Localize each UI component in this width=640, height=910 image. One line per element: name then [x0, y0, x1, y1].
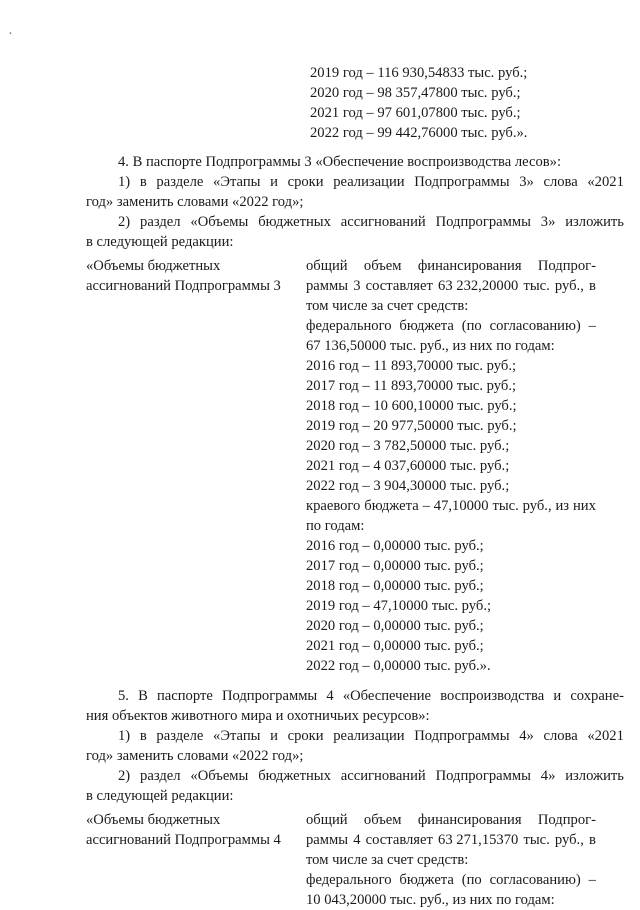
table-4-value-line [306, 870, 596, 890]
word: «2021 [587, 728, 624, 744]
word: федерального [306, 872, 392, 888]
regional-year-line: 2019 год – 47,10000 тыс. руб.; [306, 598, 492, 614]
word: – [422, 498, 430, 514]
scan-mark: · [8, 26, 13, 42]
word: 3» [519, 174, 534, 190]
word: в [139, 728, 147, 744]
word: 1) [118, 174, 131, 190]
word: раммы [306, 832, 349, 848]
word: в [589, 278, 596, 294]
word: «Этапы [213, 728, 261, 744]
word: 47,10000 [433, 498, 489, 514]
regional-year-line: 2016 год – 0,00000 тыс. руб.; [306, 538, 484, 554]
word: 4 [353, 832, 361, 848]
word: и [270, 174, 278, 190]
word: разделе [156, 728, 204, 744]
word: слова [543, 728, 578, 744]
word: «Обеспечение [342, 688, 432, 704]
word: Подпрограммы [435, 768, 531, 784]
word: 2) [118, 768, 131, 784]
word: тыс. [523, 832, 550, 848]
section-4-item-1-cont: год» заменить словами «2022 год»; [86, 194, 304, 210]
word: Подпрограммы [414, 174, 510, 190]
section-4-item-1 [118, 172, 624, 192]
word: бюджета [364, 498, 419, 514]
word: них [572, 498, 596, 514]
word: тыс. [523, 278, 550, 294]
word: бюджетных [258, 214, 331, 230]
word: общий [306, 258, 348, 274]
word: 3» [540, 214, 556, 230]
word: 63 271,15370 [438, 832, 519, 848]
section-5-item-2-cont: в следующей редакции: [86, 788, 234, 804]
word: воспроизводства [440, 688, 545, 704]
word: из [555, 498, 570, 514]
word: ассигнований [340, 768, 426, 784]
top-year-line: 2019 год – 116 930,54833 тыс. руб.; [310, 65, 528, 81]
table-4-label: «Объемы бюджетных [86, 812, 221, 828]
word: разделе [156, 174, 204, 190]
word: общий [306, 812, 348, 828]
federal-year-line: 2016 год – 11 893,70000 тыс. руб.; [306, 358, 517, 374]
word: 1) [118, 728, 131, 744]
table-4-value-line: 10 043,20000 тыс. руб., из них по годам: [306, 892, 555, 908]
word: 5. [118, 688, 129, 704]
word: объем [363, 812, 402, 828]
word: 4 [326, 688, 334, 704]
word: слова [543, 174, 578, 190]
section-5-item-1-cont: год» заменить словами «2022 год»; [86, 748, 304, 764]
federal-year-line: 2021 год – 4 037,60000 тыс. руб.; [306, 458, 510, 474]
word: 63 232,20000 [438, 278, 519, 294]
regional-year-line: 2022 год – 0,00000 тыс. руб.». [306, 658, 491, 674]
table-4-label: ассигнований Подпрограммы 4 [86, 832, 281, 848]
word: и [270, 728, 278, 744]
word: (по [461, 872, 482, 888]
word: тыс. [492, 498, 519, 514]
section-5-item-1 [118, 726, 624, 746]
section-4-item-2 [118, 212, 624, 232]
word: «2021 [587, 174, 624, 190]
word: составляет [365, 278, 433, 294]
word: «Объемы [190, 768, 249, 784]
word: руб., [554, 832, 584, 848]
word: 2) [118, 214, 131, 230]
word: и [553, 688, 562, 704]
word: краевого [306, 498, 361, 514]
word: Подпрограммы [414, 728, 510, 744]
section-5-heading-cont: ния объектов животного мира и охотничьих ресурсов»: [86, 708, 430, 724]
word: паспорте [156, 688, 213, 704]
top-year-line: 2022 год – 99 442,76000 тыс. руб.». [310, 125, 528, 141]
regional-year-line: 2021 год – 0,00000 тыс. руб.; [306, 638, 484, 654]
table-3-label: ассигнований Подпрограммы 3 [86, 278, 281, 294]
federal-year-line: 2017 год – 11 893,70000 тыс. руб.; [306, 378, 517, 394]
table-3-value-line [306, 276, 596, 296]
word: раздел [140, 768, 181, 784]
word: (по [461, 318, 482, 334]
federal-year-line: 2018 год – 10 600,10000 тыс. руб.; [306, 398, 517, 414]
word: сроки [287, 728, 324, 744]
word: финансирования [417, 812, 522, 828]
word: – [588, 318, 596, 334]
word: согласованию) [489, 318, 581, 334]
word: 3 [353, 278, 361, 294]
federal-year-line: 2020 год – 3 782,50000 тыс. руб.; [306, 438, 510, 454]
federal-year-line: 2022 год – 3 904,30000 тыс. руб.; [306, 478, 510, 494]
word: руб., [522, 498, 552, 514]
federal-year-line: 2019 год – 20 977,50000 тыс. руб.; [306, 418, 517, 434]
word: объем [363, 258, 402, 274]
word: «Объемы [190, 214, 249, 230]
regional-year-line: 2018 год – 0,00000 тыс. руб.; [306, 578, 484, 594]
word: Подпрограммы [221, 688, 318, 704]
word: бюджета [399, 872, 454, 888]
word: раздел [140, 214, 181, 230]
table-4-value-line [306, 810, 596, 830]
word: бюджета [399, 318, 454, 334]
regional-budget-line: по годам: [306, 518, 365, 534]
table-3-value-line [306, 316, 596, 336]
word: «Этапы [213, 174, 261, 190]
word: изложить [565, 768, 624, 784]
top-year-line: 2020 год – 98 357,47800 тыс. руб.; [310, 85, 521, 101]
word: согласованию) [489, 872, 581, 888]
table-3-value-line: том числе за счет средств: [306, 298, 469, 314]
word: финансирования [417, 258, 522, 274]
table-3-value-line [306, 256, 596, 276]
table-3-label: «Объемы бюджетных [86, 258, 221, 274]
word: бюджетных [258, 768, 331, 784]
word: Подпрог- [537, 258, 596, 274]
table-4-value-line [306, 830, 596, 850]
regional-year-line: 2017 год – 0,00000 тыс. руб.; [306, 558, 484, 574]
regional-budget-line [306, 496, 596, 516]
section-4-heading: 4. В паспорте Подпрограммы 3 «Обеспечение воспроизводства лесов»: [118, 154, 562, 170]
word: реализации [333, 728, 405, 744]
section-5-item-2 [118, 766, 624, 786]
table-3-value-line: 67 136,50000 тыс. руб., из них по годам: [306, 338, 555, 354]
word: руб., [554, 278, 584, 294]
table-4-value-line: том числе за счет средств: [306, 852, 469, 868]
word: Подпрограммы [435, 214, 531, 230]
word: реализации [333, 174, 405, 190]
word: Подпрог- [537, 812, 596, 828]
word: ассигнований [340, 214, 426, 230]
word: 4» [540, 768, 556, 784]
word: федерального [306, 318, 392, 334]
section-5-heading [118, 686, 624, 706]
word: в [589, 832, 596, 848]
word: составляет [365, 832, 433, 848]
section-4-item-2-cont: в следующей редакции: [86, 234, 234, 250]
word: сохране- [570, 688, 624, 704]
word: в [139, 174, 147, 190]
word: 4» [519, 728, 534, 744]
word: сроки [287, 174, 324, 190]
word: изложить [565, 214, 624, 230]
word: раммы [306, 278, 349, 294]
word: – [588, 872, 596, 888]
word: В [138, 688, 148, 704]
regional-year-line: 2020 год – 0,00000 тыс. руб.; [306, 618, 484, 634]
top-year-line: 2021 год – 97 601,07800 тыс. руб.; [310, 105, 521, 121]
